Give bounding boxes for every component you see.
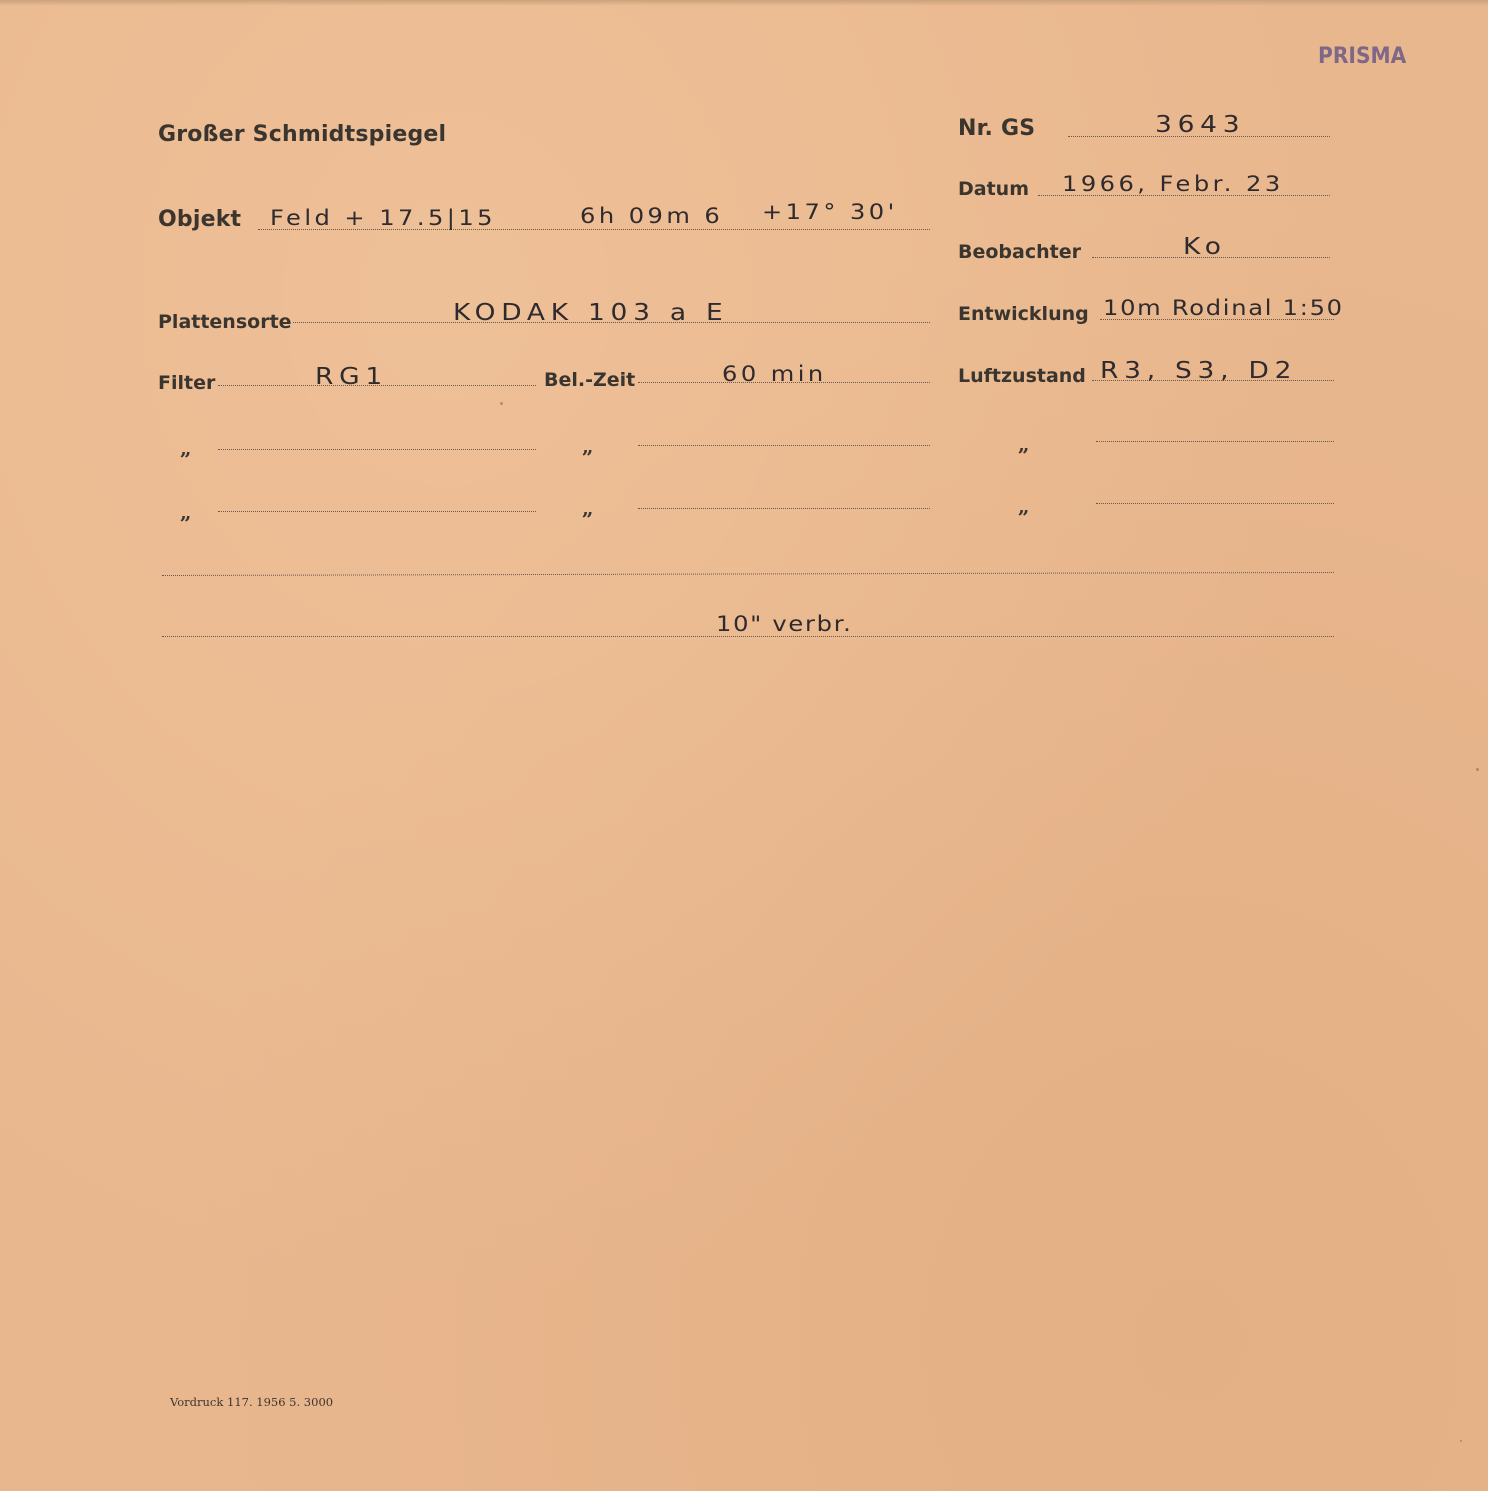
belzeit-value: 60 min xyxy=(722,362,827,386)
blank-dotline xyxy=(1096,441,1334,442)
ditto-mark: „ xyxy=(582,434,594,458)
luftzustand-value: R3, S3, D2 xyxy=(1100,358,1298,384)
beobachter-value: Ko xyxy=(1183,234,1227,260)
objekt-ra: 6h 09m 6 xyxy=(580,204,724,228)
blank-dotline xyxy=(638,508,930,509)
remarks-line-1 xyxy=(162,572,1334,576)
remarks-text: 10" verbr. xyxy=(716,612,853,636)
entwicklung-value: 10m Rodinal 1:50 xyxy=(1103,296,1344,320)
datum-label: Datum xyxy=(958,178,1029,200)
nr-value: 3643 xyxy=(1155,112,1246,138)
entwicklung-label: Entwicklung xyxy=(958,303,1089,325)
paper-speck xyxy=(500,402,503,405)
ditto-mark: „ xyxy=(1018,494,1030,518)
beobachter-label: Beobachter xyxy=(958,241,1081,263)
paper-speck xyxy=(1460,1440,1462,1442)
ditto-mark: „ xyxy=(1018,432,1030,456)
luftzustand-label: Luftzustand xyxy=(958,365,1086,387)
paper-edge xyxy=(0,0,1488,6)
ditto-mark: „ xyxy=(180,500,192,524)
ditto-mark: „ xyxy=(582,496,594,520)
nr-label: Nr. GS xyxy=(958,116,1036,141)
blank-dotline xyxy=(638,445,930,446)
blank-dotline xyxy=(218,511,536,512)
prisma-stamp: PRISMA xyxy=(1318,44,1407,69)
plattensorte-label: Plattensorte xyxy=(158,311,292,333)
belzeit-label: Bel.-Zeit xyxy=(544,369,636,391)
print-footer: Vordruck 117. 1956 5. 3000 xyxy=(170,1395,334,1409)
datum-value: 1966, Febr. 23 xyxy=(1062,172,1284,196)
objekt-dec: +17° 30' xyxy=(762,200,898,224)
blank-dotline xyxy=(1096,503,1334,504)
blank-dotline xyxy=(218,449,536,450)
objekt-label: Objekt xyxy=(158,207,242,232)
remarks-line-2 xyxy=(162,636,1334,637)
filter-value: RG1 xyxy=(315,364,388,390)
plattensorte-value: KODAK 103 a E xyxy=(453,300,729,326)
objekt-value: Feld + 17.5|15 xyxy=(270,206,497,230)
paper-speck xyxy=(1476,768,1479,771)
ditto-mark: „ xyxy=(180,436,192,460)
filter-label: Filter xyxy=(158,372,216,394)
card-title: Großer Schmidtspiegel xyxy=(158,122,447,147)
